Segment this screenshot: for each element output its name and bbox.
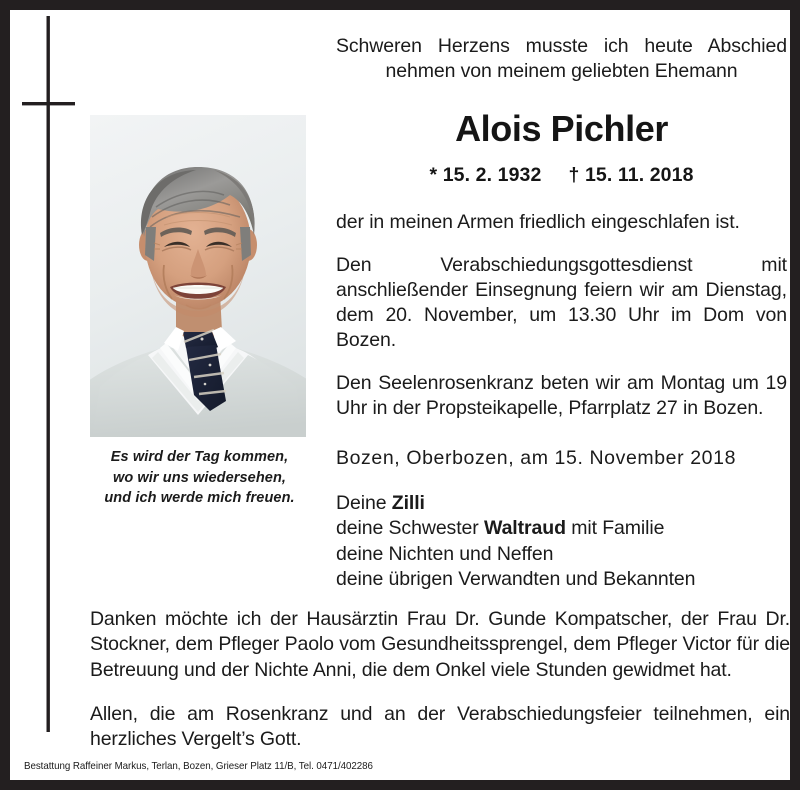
place-and-date: Bozen, Oberbozen, am 15. November 2018 bbox=[336, 447, 737, 470]
caption-line-1: Es wird der Tag kommen, bbox=[110, 449, 289, 465]
intro-text: Schweren Herzens musste ich heute Abschied nehmen von meinem geliebten Ehemann bbox=[336, 35, 787, 83]
signer-2-name: Waltraud bbox=[483, 517, 566, 540]
birth-symbol: * bbox=[429, 164, 438, 187]
service-details-text: Den Verabschiedungsgottesdienst mit anschließender Einsegnung feiern wir am Dienstag, dem 20. November, um 13.30 Uhr im Dom von Bozen. bbox=[336, 253, 787, 352]
funeral-home-footer: Bestattung Raffeiner Markus, Terlan, Bozen, Grieser Platz 11/B, Tel. 0471/402286 bbox=[24, 760, 373, 772]
photo-caption bbox=[72, 447, 327, 509]
signer-2-prefix: deine Schwester bbox=[336, 517, 484, 540]
deceased-name: Alois Pichler bbox=[455, 107, 668, 149]
thanks-text: Danken möchte ich der Hausärztin Frau Dr. Gunde Kompatscher, der Frau Dr. Stockner, dem Pfleger Paolo vom Gesundheitssprengel, dem Pfleger Victor für die Betreuung und der Nichte Anni, die dem Onkel viele Stunden gewidmet hat. bbox=[90, 608, 790, 681]
signer-line-4: deine übrigen Verwandten und Bekannten bbox=[336, 567, 696, 590]
signer-2-suffix: mit Familie bbox=[565, 517, 665, 540]
portrait-photo bbox=[90, 115, 306, 437]
portrait-photo-image bbox=[90, 115, 306, 437]
signer-line-3: deine Nichten und Neffen bbox=[336, 542, 554, 565]
closing-text: Allen, die am Rosenkranz und an der Verabschiedungsfeier teilnehmen, ein herzliches Vergelt’s Gott. bbox=[90, 703, 790, 751]
notice-bottom-block bbox=[90, 607, 790, 753]
signer-line-1 bbox=[336, 491, 787, 516]
life-dates bbox=[336, 164, 787, 187]
passing-text: der in meinen Armen friedlich eingeschlafen ist. bbox=[336, 211, 740, 234]
caption-line-3: und ich werde mich freuen. bbox=[104, 490, 295, 507]
notice-inner bbox=[10, 10, 790, 780]
notice-right-column bbox=[336, 34, 787, 592]
caption-line-2: wo wir uns wiedersehen, bbox=[112, 469, 287, 486]
signer-line-2 bbox=[336, 516, 787, 541]
signer-1-prefix: Deine bbox=[336, 492, 392, 515]
signer-1-name: Zilli bbox=[391, 492, 425, 515]
death-symbol: † bbox=[568, 164, 580, 187]
signers-block bbox=[336, 491, 787, 592]
rosary-details-text: Den Seelenrosenkranz beten wir am Montag um 19 Uhr in der Propsteikapelle, Pfarrplatz 27 in Bozen. bbox=[336, 371, 787, 419]
death-date: 15. 11. 2018 bbox=[584, 164, 694, 187]
birth-date: 15. 2. 1932 bbox=[442, 164, 542, 187]
